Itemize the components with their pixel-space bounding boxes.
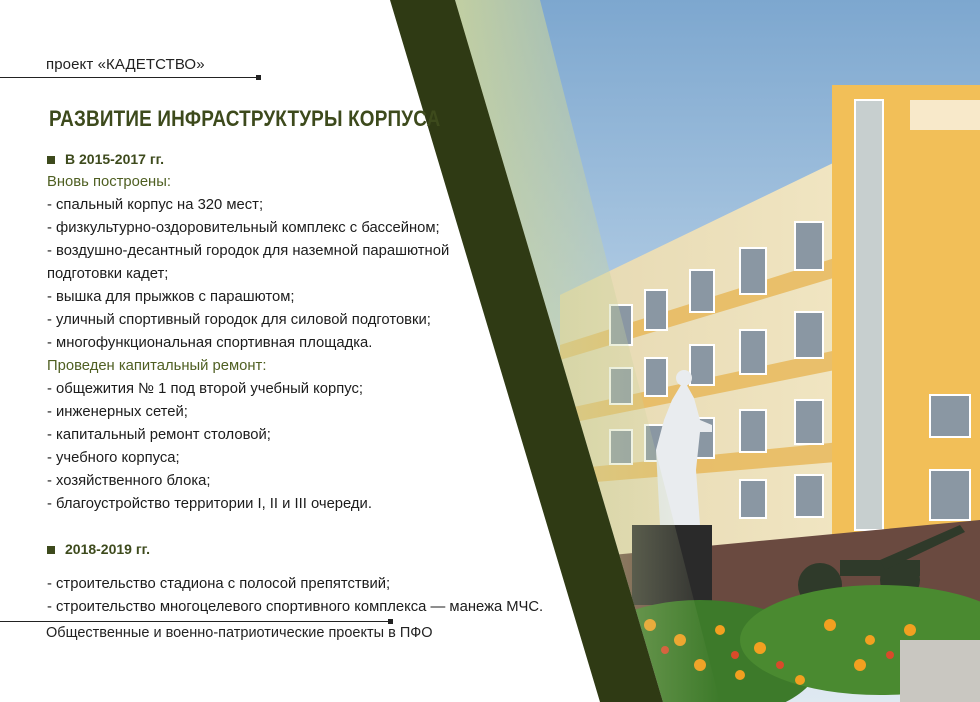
footer-caption: Общественные и военно-патриотические проекты в ПФО xyxy=(46,625,433,641)
square-bullet-icon xyxy=(47,546,55,554)
spacer xyxy=(47,516,517,538)
list-item: - спальный корпус на 320 мест; xyxy=(47,197,264,213)
spacer xyxy=(47,561,517,573)
list-item: - хозяйственного блока; xyxy=(47,473,211,489)
list-item: - строительство стадиона с полосой препятствий; xyxy=(47,576,391,592)
period-heading-2015 xyxy=(47,148,517,171)
list-item: - благоустройство территории I, II и III очереди. xyxy=(47,496,372,512)
period-label: В 2015-2017 гг. xyxy=(65,151,164,167)
built-heading: Вновь построены: xyxy=(47,174,171,190)
content-body xyxy=(47,148,544,619)
repair-heading: Проведен капитальный ремонт: xyxy=(47,358,267,374)
list-item: - многофункциональная спортивная площадка. xyxy=(47,335,373,351)
list-item: - учебного корпуса; xyxy=(47,450,180,466)
list-item: - физкультурно-оздоровительный комплекс с бассейном; xyxy=(47,220,440,236)
square-bullet-icon xyxy=(47,156,55,164)
list-item: подготовки кадет; xyxy=(47,266,169,282)
list-item: - вышка для прыжков с парашютом; xyxy=(47,289,295,305)
footer-divider xyxy=(0,621,390,622)
list-item: - инженерных сетей; xyxy=(47,404,188,420)
list-item: - воздушно-десантный городок для наземной парашютной xyxy=(47,243,450,259)
period-heading-2018 xyxy=(47,538,517,561)
list-item: - уличный спортивный городок для силовой подготовки; xyxy=(47,312,431,328)
list-item: - капитальный ремонт столовой; xyxy=(47,427,271,443)
period-label: 2018-2019 гг. xyxy=(65,541,150,557)
header-divider xyxy=(0,77,258,78)
page-title: РАЗВИТИЕ ИНФРАСТРУКТУРЫ КОРПУСА xyxy=(49,106,441,131)
footer-divider-dot xyxy=(388,619,393,624)
list-item: - строительство многоцелевого спортивного комплекса — манежа МЧС. xyxy=(47,599,544,615)
list-item: - общежития № 1 под второй учебный корпус; xyxy=(47,381,364,397)
header-divider-dot xyxy=(256,75,261,80)
project-label: проект «КАДЕТСТВО» xyxy=(46,56,205,73)
